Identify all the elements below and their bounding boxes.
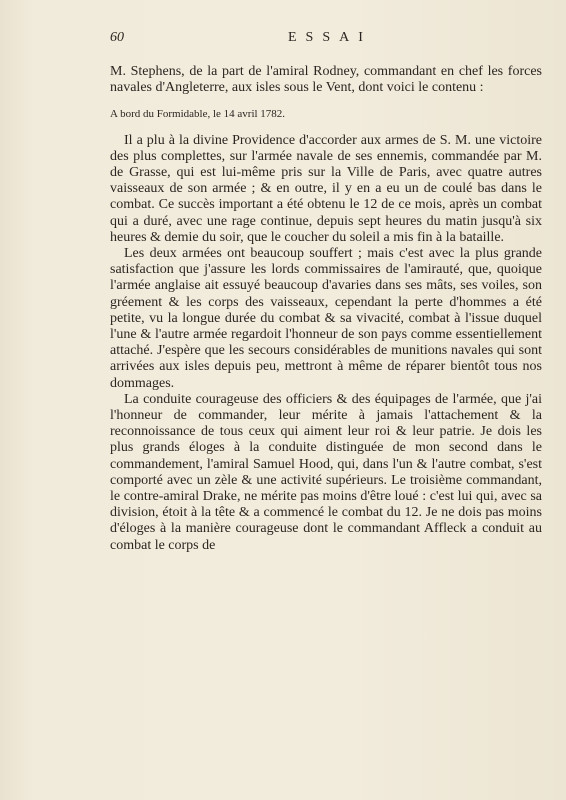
intro-line: M. Stephens, de la part de l'amiral Rodney, commandant en chef les forces navales d'Angleterre, aux isles sous le Vent, dont voici le contenu : [110, 64, 542, 96]
paragraph-1: Il a plu à la divine Providence d'accorder aux armes de S. M. une victoire des plus complettes, sur l'armée navale de ses ennemis, commandée par M. de Grasse, qui est lui-même pris sur la Ville de Paris, avec quatre autres vaisseaux de son armée ; & en outre, il y en a eu un de coulé bas dans le combat. Ce succès important a été obtenu le 12 de ce mois, après un combat qui a duré, avec une rage continue, depuis sept heures du matin jusqu'à six heures & demie du soir, que le coucher du soleil a mis fin à la bataille. [110, 132, 542, 245]
paragraph-2: Les deux armées ont beaucoup souffert ; mais c'est avec la plus grande satisfaction que j'assure les lords commissaires de l'amirauté, que, quoique l'armée anglaise ait essuyé beaucoup d'avaries dans ses mâts, ses voiles, son gréement & les corps des vaisseaux, cependant la perte d'hommes a été petite, vu la longue durée du combat & sa vivacité, combat à l'issue duquel l'une & l'autre armée regardoit l'honneur de son pays comme essentiellement attaché. J'espère que les secours considérables de munitions navales qui sont arrivées aux isles depuis peu, mettront à même de réparer bientôt tous nos dommages. [110, 246, 542, 391]
paragraph-3: La conduite courageuse des officiers & des équipages de l'armée, que j'ai l'honneur de commander, leur mérite à jamais l'attachement & la reconnoissance de tous ceux qui aiment leur roi & leur patrie. Je dois les plus grands éloges à la conduite distinguée de mon second dans le commandement, l'amiral Samuel Hood, qui, dans l'un & l'autre combat, s'est comporté avec un zèle & une activité supérieurs. Le troisième commandant, le contre-amiral Drake, ne mérite pas moins d'être loué : c'est lui qui, avec sa division, étoit à la tête & a commencé le combat du 12. Je ne dois pas moins d'éloges à la manière courageuse dont le commandant Affleck a conduit au combat le corps de [110, 391, 542, 553]
running-head: ESSAI [288, 30, 372, 45]
page-body [110, 64, 542, 554]
page-number: 60 [110, 30, 124, 45]
page-header [110, 30, 540, 50]
dateline: A bord du Formidable, le 14 avril 1782. [110, 108, 286, 121]
